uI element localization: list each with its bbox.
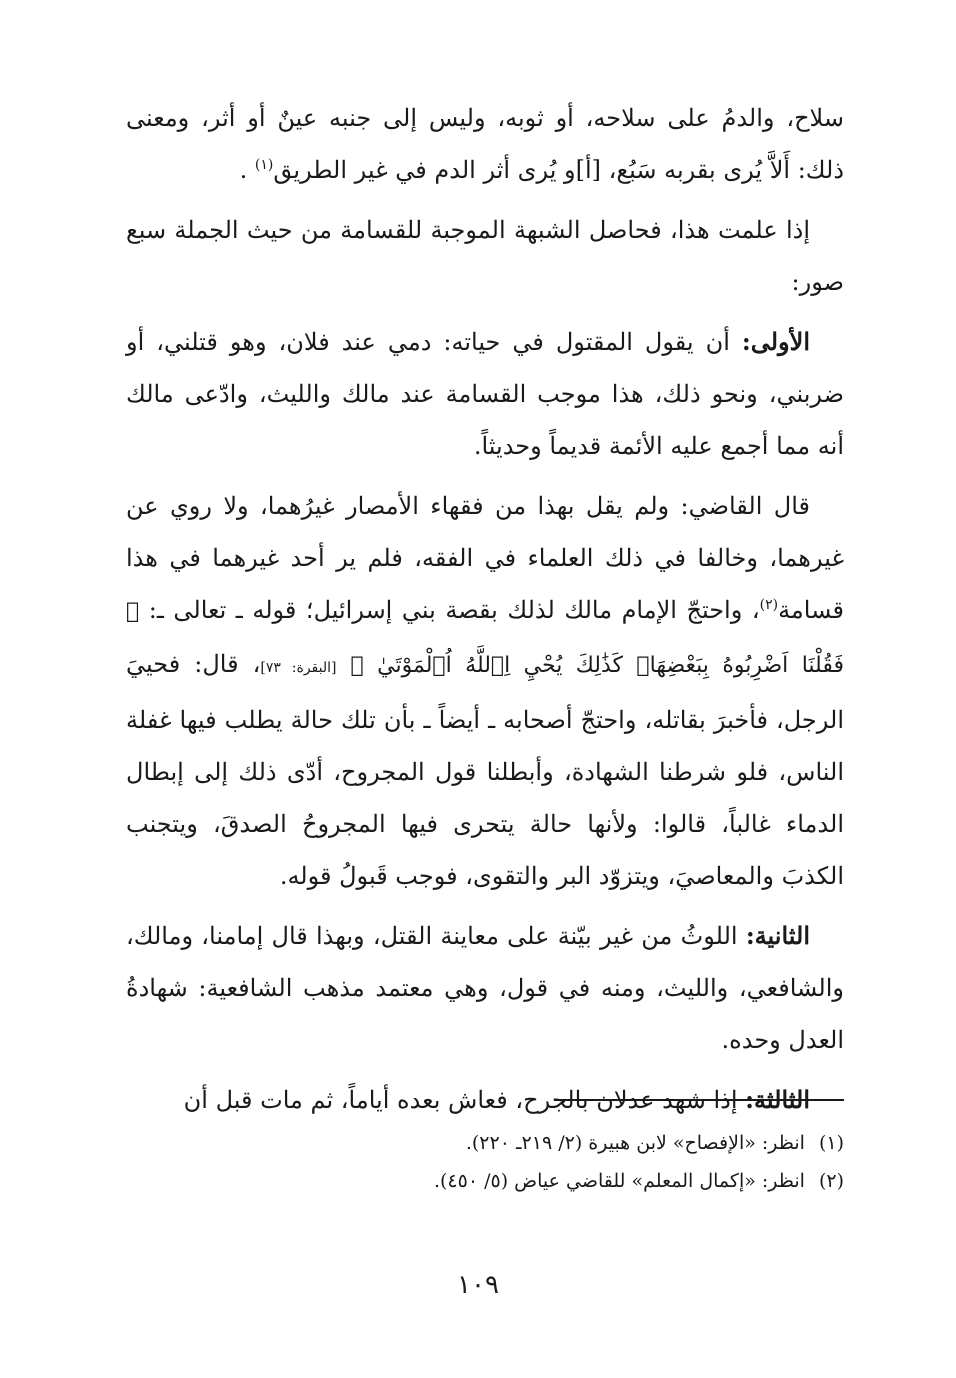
footnote-ref-2[interactable]: (٢)	[759, 597, 779, 613]
paragraph-qadi-quote	[126, 480, 844, 902]
paragraph-text: ، واحتجّ الإمام مالك لذلك بقصة بني إسرائيل؛ قوله ـ تعالى ـ:	[148, 596, 760, 624]
paragraph-text: ، قال: فحييَ الرجل، فأخبرَ بقاتله، واحتجّ أصحابه ـ أيضاً ـ بأن تلك حالة يطلب فيها غفلة الناس، فلو شرطنا الشهادة، وأبطلنا قول المجروح، أدّى ذلك إلى إبطال الدماء غالباً، قالوا: ولأنها حالة يتحرى فيها المجروحُ الصدقَ، ويتجنب الكذبَ والمعاصيَ، ويتزوّد البر والتقوى، فوجب قَبولُ قوله.	[126, 650, 844, 890]
main-text	[126, 92, 844, 1134]
paragraph-lead: الأولى:	[741, 327, 810, 356]
footnote-text: انظر: «الإفصاح» لابن هبيرة (٢/ ٢١٩ـ ٢٢٠).	[465, 1132, 805, 1154]
paragraph-lead: الثانية:	[745, 921, 810, 950]
footnote-ref-1[interactable]: (١)	[254, 157, 274, 173]
page-number: ١٠٩	[457, 1270, 499, 1300]
paragraph-text: سلاح، والدمُ على سلاحه، أو ثوبه، وليس إلى جنبه عينٌ أو أثر، ومعنى ذلك: أَلاَّ يُرى بقربه سَبُع، [أ]و يُرى أثر الدم في غير الطريق	[126, 104, 844, 184]
paragraph-text: إذا شهد عدلان بالجرح، فعاش بعده أياماً، ثم مات قبل أن	[183, 1086, 738, 1114]
footnote-number: (٢)	[818, 1170, 844, 1192]
paragraph-continuation	[126, 92, 844, 196]
paragraph-first-form	[126, 316, 844, 472]
footnote-1	[126, 1124, 844, 1162]
paragraph-lead: الثالثة:	[745, 1085, 810, 1114]
footnote-text: انظر: «إكمال المعلم» للقاضي عياض (٥/ ٤٥٠).	[433, 1170, 805, 1192]
paragraph-second-form	[126, 910, 844, 1066]
paragraph-text: اللوثُ من غير بيّنة على معاينة القتل، وبهذا قال إمامنا، ومالك، والشافعي، والليث، ومنه في قول، وهي معتمد مذهب الشافعية: شهادةُ العدل وحده.	[126, 922, 844, 1054]
paragraph-text: قال القاضي: ولم يقل بهذا من فقهاء الأمصار غيرُهما، ولا روي عن غيرهما، وخالفا في ذلك العلماء في الفقه، فلم ير أحد غيرهما في هذا قسامة	[126, 492, 844, 624]
paragraph-intro	[126, 204, 844, 308]
quran-verse: ﴿ فَقُلْنَا اَضْرِبُوهُ بِبَعْضِهَاۚ كَذَٰلِكَ يُحْيِ اِ۬للَّهُ اُ۬لْمَوْتَيٰ ﴾	[126, 599, 844, 678]
footnote-divider	[554, 1099, 844, 1101]
footnotes	[126, 1124, 844, 1200]
paragraph-text: أن يقول المقتول في حياته: دمي عند فلان، وهو قتلني، أو ضربني، ونحو ذلك، هذا موجب القسامة عند مالك والليث، وادّعى مالك أنه مما أجمع عليه الأئمة قديماً وحديثاً.	[126, 328, 844, 460]
footnote-2	[126, 1162, 844, 1200]
paragraph-text: إذا علمت هذا، فحاصل الشبهة الموجبة للقسامة من حيث الجملة سبع صور:	[126, 216, 844, 296]
footnote-number: (١)	[818, 1132, 844, 1154]
quran-reference: [البقرة: ٧٣]	[260, 660, 337, 676]
paragraph-text-end: .	[239, 156, 248, 184]
